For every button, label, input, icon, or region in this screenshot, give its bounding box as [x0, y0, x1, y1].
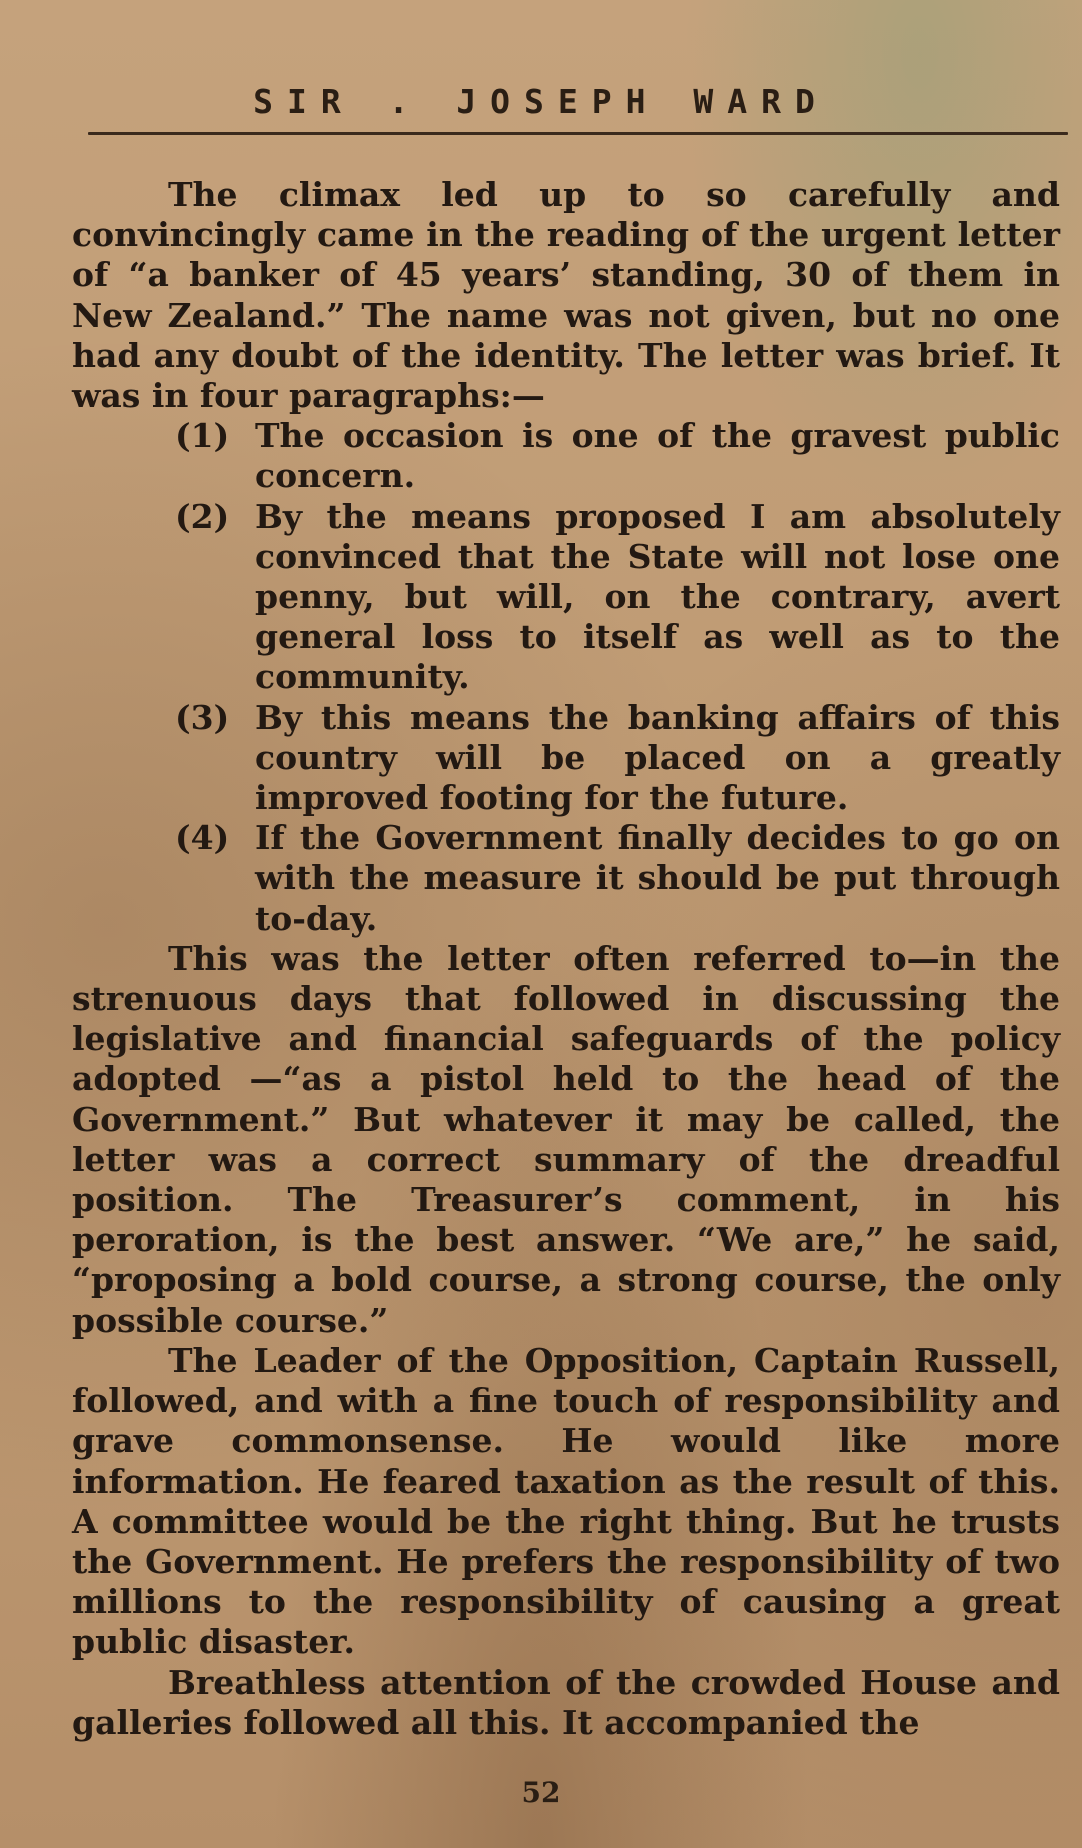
item-text: If the Government finally decides to go on with the measure it should be put through to-day. [255, 818, 1060, 938]
item-text: By the means proposed I am absolutely convinced that the State will not lose one penny, but will, on the contrary, avert general loss to itself as well as to the community. [255, 496, 1060, 697]
paragraph-3: The Leader of the Opposition, Captain Russell, followed, and with a fine touch of responsibility and grave commonsense. He would like more information. He feared taxation as the result of this. A committee would be the right thing. But he trusts the Government. He prefers the responsibility of two millions to the responsibility of causing a great public disaster. [72, 1340, 1060, 1662]
item-number: (2) [175, 496, 230, 536]
item-number: (4) [175, 818, 230, 858]
header-rule [88, 132, 1068, 135]
letter-item-3 [175, 698, 1060, 819]
paragraph-2: This was the letter often referred to—in the strenuous days that followed in discussing the legislative and financial safeguards of the policy adopted —“as a pistol held to the head of the Government.” But whatever it may be called, the letter was a correct summary of the dreadful position. The Treasurer’s comment, in his peroration, is the best answer. “We are,” he said, “proposing a bold course, a strong course, the only possible course.” [72, 938, 1060, 1340]
body-text [72, 175, 1060, 1743]
item-text: By this means the banking affairs of this country will be placed on a greatly improved footing for the future. [255, 697, 1060, 818]
page-number: 52 [521, 1776, 561, 1809]
item-number: (3) [175, 697, 230, 737]
paragraph-4: Breathless attention of the crowded House and galleries followed all this. It accompanied the [72, 1662, 1060, 1742]
letter-item-1 [175, 416, 1060, 496]
item-number: (1) [175, 416, 230, 456]
paragraph-1: The climax led up to so carefully and convincingly came in the reading of the urgent letter of “a banker of 45 years’ standing, 30 of them in New Zealand.” The name was not given, but no one had any doubt of the identity. The letter was brief. It was in four paragraphs:— [72, 175, 1060, 416]
letter-item-4 [175, 818, 1060, 939]
item-text: The occasion is one of the gravest public concern. [255, 416, 1060, 496]
letter-item-2 [175, 497, 1060, 698]
running-head: SIR . JOSEPH WARD [253, 82, 829, 121]
